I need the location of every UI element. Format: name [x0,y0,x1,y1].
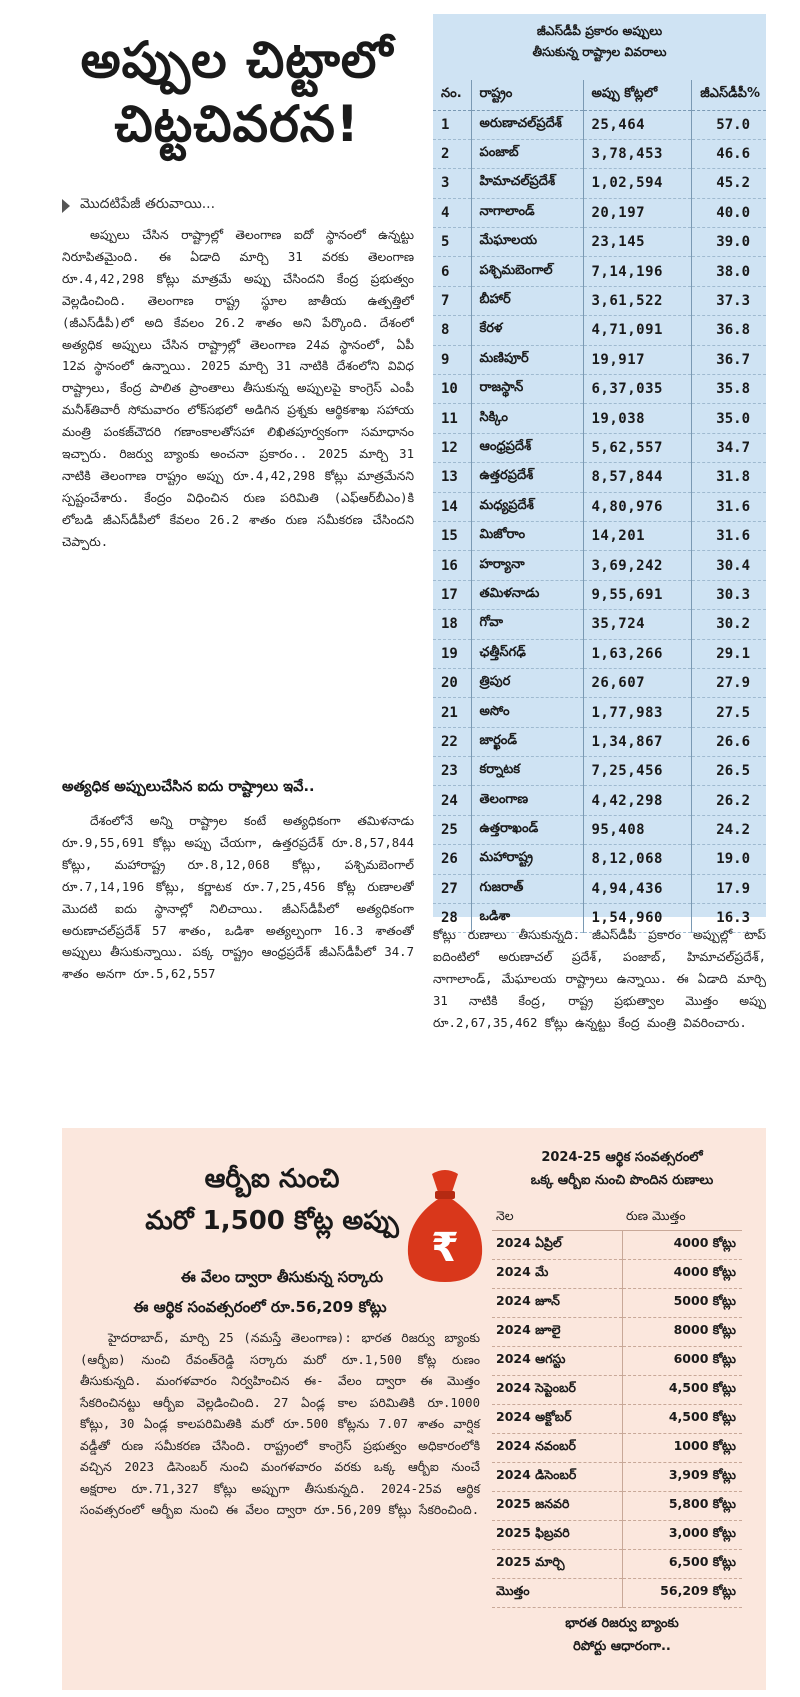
loan-source-line-2: రిపోర్టు ఆధారంగా.. [573,1639,671,1654]
state-row-debt: 9,55,691 [583,580,691,609]
table-row [492,1375,742,1404]
state-row-gsdp: 24.2 [691,815,766,844]
states-table-title-line-1: జీఎస్‌డీపీ ప్రకారం అప్పులు [536,24,663,38]
state-row-gsdp: 57.0 [691,110,766,139]
state-row-gsdp: 30.4 [691,551,766,580]
loan-row-amount: 56,209 కోట్లు [622,1578,742,1607]
table-row [492,1491,742,1520]
loan-row-amount: 3,000 కోట్లు [622,1520,742,1549]
state-row-gsdp: 39.0 [691,228,766,257]
states-debt-table-box [433,14,766,927]
rbi-headline-line-1: ఆర్బీఐ నుంచి [204,1164,340,1194]
state-row-number: 5 [433,228,471,257]
table-row [433,139,766,168]
table-row [433,492,766,521]
table-row [433,286,766,315]
state-row-number: 25 [433,815,471,844]
state-row-name: హిమాచల్‌ప్రదేశ్ [471,169,583,198]
state-row-number: 6 [433,257,471,286]
loan-row-month: 2024 నవంబర్ [492,1433,622,1462]
state-row-number: 12 [433,433,471,462]
state-row-debt: 25,464 [583,110,691,139]
state-row-gsdp: 26.5 [691,757,766,786]
loan-row-amount: 1000 కోట్లు [622,1433,742,1462]
rbi-loans-table [492,1206,742,1608]
state-row-number: 8 [433,316,471,345]
loan-row-month: 2024 సెప్టెంబర్ [492,1375,622,1404]
state-row-gsdp: 31.8 [691,463,766,492]
loan-row-amount: 4,500 కోట్లు [622,1404,742,1433]
state-row-gsdp: 30.2 [691,610,766,639]
rbi-subtitle-1: ఈ వేలం ద్వారా తీసుకున్న సర్కారు [180,1268,384,1286]
loan-row-month: 2024 మే [492,1259,622,1288]
header-no: నం. [433,80,471,110]
loan-table-source [492,1612,752,1658]
loan-table-title-line-2: ఒక్క ఆర్బీఐ నుంచి పొందిన రుణాలు [530,1173,714,1188]
state-row-number: 3 [433,169,471,198]
loan-table-title [492,1146,752,1192]
article-left-column [62,196,414,1111]
state-row-name: మహారాష్ట్ర [471,845,583,874]
header-state: రాష్ట్రం [471,80,583,110]
state-row-name: రాజస్థాన్ [471,375,583,404]
state-row-gsdp: 45.2 [691,169,766,198]
state-row-number: 10 [433,375,471,404]
table-row [433,698,766,727]
state-row-number: 14 [433,492,471,521]
rbi-headline-line-2: మరో 1,500 కోట్ల అప్పు [145,1206,399,1236]
state-row-number: 18 [433,610,471,639]
state-row-gsdp: 31.6 [691,521,766,550]
state-row-gsdp: 29.1 [691,639,766,668]
loan-row-amount: 6,500 కోట్లు [622,1549,742,1578]
state-row-gsdp: 46.6 [691,139,766,168]
table-row [492,1288,742,1317]
table-row [492,1433,742,1462]
table-row [492,1346,742,1375]
state-row-gsdp: 36.7 [691,345,766,374]
table-row [433,433,766,462]
state-row-gsdp: 35.8 [691,375,766,404]
state-row-name: పశ్చిమబెంగాల్ [471,257,583,286]
state-row-gsdp: 38.0 [691,257,766,286]
loan-row-month: 2024 ఆగస్టు [492,1346,622,1375]
state-row-debt: 5,62,557 [583,433,691,462]
state-row-debt: 23,145 [583,228,691,257]
state-row-name: గుజరాత్ [471,874,583,903]
loan-row-month: 2024 అక్టోబర్ [492,1404,622,1433]
state-row-debt: 3,61,522 [583,286,691,315]
rbi-article-body: హైదరాబాద్, మార్చి 25 (నమస్తే తెలంగాణ): భారత రిజర్వు బ్యాంకు (ఆర్బీఐ) నుంచి రేవంత్‌రెడ్డి సర్కారు మరో రూ.1,500 కోట్ల రుణం తీసుకున్నది. మంగళవారం నిర్వహించిన ఈ- వేలం ద్వారా ఈ మొత్తం సేకరించినట్టు ఆర్బీఐ వెల్లడించింది. 27 ఏండ్ల కాల పరిమితికి రూ.1000 కోట్లు, 30 ఏండ్ల కాలపరిమితికి మరో రూ.500 కోట్లను 7.07 శాతం వార్షిక వడ్డీతో రుణ సమీకరణ చేసింది. రాష్ట్రంలో కాంగ్రెస్ ప్రభుత్వం అధికారంలోకి వచ్చిన 2023 డిసెంబర్ నుంచి మంగళవారం వరకు ఒక్క ఆర్బీఐ నుంచే అక్షరాల రూ.71,327 కోట్లు అప్పుగా తీసుకున్నది. 2024-25వ ఆర్థిక సంవత్సరంలో ఆర్బీఐ నుంచి ఈ వేలం ద్వారా రూ.56,209 కోట్లు సేకరించింది. [80,1331,480,1517]
state-row-gsdp: 31.6 [691,492,766,521]
table-row [492,1520,742,1549]
headline-line-2: చిట్టచివరన! [114,95,360,153]
headline-line-1: అప్పుల చిట్టాలో [80,31,394,89]
loan-row-amount: 4,500 కోట్లు [622,1375,742,1404]
continuation-kicker [62,196,414,215]
table-row [433,727,766,756]
state-row-number: 22 [433,727,471,756]
state-row-debt: 3,69,242 [583,551,691,580]
loan-row-amount: 4000 కోట్లు [622,1230,742,1259]
loan-row-month: 2024 ఏప్రిల్ [492,1230,622,1259]
header-debt: అప్పు కోట్లలో [583,80,691,110]
state-row-debt: 3,78,453 [583,139,691,168]
state-row-number: 15 [433,521,471,550]
states-table-title [433,14,766,80]
state-row-number: 27 [433,874,471,903]
state-row-name: ఆంధ్రప్రదేశ్ [471,433,583,462]
state-row-name: ఉత్తరప్రదేశ్ [471,463,583,492]
state-row-name: మేఘాలయ [471,228,583,257]
table-row [492,1259,742,1288]
table-row [492,1404,742,1433]
loan-table-title-line-1: 2024-25 ఆర్థిక సంవత్సరంలో [541,1150,703,1165]
state-row-debt: 4,80,976 [583,492,691,521]
state-row-name: మిజోరాం [471,521,583,550]
state-row-name: గోవా [471,610,583,639]
table-row [433,551,766,580]
loan-header-amount: రుణ మొత్తం [622,1206,742,1230]
loan-row-month: 2024 డిసెంబర్ [492,1462,622,1491]
state-row-debt: 1,34,867 [583,727,691,756]
state-row-debt: 14,201 [583,521,691,550]
state-row-debt: 8,12,068 [583,845,691,874]
table-row [433,815,766,844]
table-row [433,757,766,786]
state-row-number: 7 [433,286,471,315]
loan-row-month: 2025 మార్చి [492,1549,622,1578]
state-row-debt: 4,94,436 [583,874,691,903]
loan-row-amount: 3,909 కోట్లు [622,1462,742,1491]
state-row-name: తెలంగాణ [471,786,583,815]
state-row-debt: 35,724 [583,610,691,639]
state-row-debt: 7,14,196 [583,257,691,286]
state-row-name: మణిపూర్ [471,345,583,374]
article-subheading: అత్యధిక అప్పులుచేసిన ఐదు రాష్ట్రాలు ఇవే.. [62,779,315,795]
loan-row-month: 2024 జూలై [492,1317,622,1346]
rbi-headline [102,1158,442,1242]
table-row [433,198,766,227]
loan-row-month: మొత్తం [492,1578,622,1607]
state-row-gsdp: 35.0 [691,404,766,433]
state-row-debt: 20,197 [583,198,691,227]
state-row-number: 20 [433,668,471,697]
state-row-number: 13 [433,463,471,492]
state-row-gsdp: 26.6 [691,727,766,756]
loan-row-month: 2025 ఫిబ్రవరి [492,1520,622,1549]
state-row-debt: 1,77,983 [583,698,691,727]
article-paragraph-3: కోట్లు రుణాలు తీసుకున్నది. జీఎస్‌డీపీ ప్రకారం అప్పుల్లో టాప్ ఐదింటిలో అరుణాచల్ ప్రదేశ్, పంజాబ్, హిమాచల్‌ప్రదేశ్, నాగాలాండ్, మేఘాలయ రాష్ట్రాలు ఉన్నాయి. ఈ ఏడాది మార్చి 31 నాటికి కేంద్ర, రాష్ట్ర ప్రభుత్వాల మొత్తం అప్పు రూ.2,67,35,462 కోట్లు ఉన్నట్టు కేంద్ర మంత్రి వివరించారు. [433,928,766,1030]
state-row-number: 28 [433,904,471,933]
state-row-name: జార్ఖండ్ [471,727,583,756]
state-row-number: 2 [433,139,471,168]
state-row-name: అరుణాచల్‌ప్రదేశ్ [471,110,583,139]
loan-header-row [492,1206,742,1230]
loan-row-amount: 8000 కోట్లు [622,1317,742,1346]
state-row-name: అసోం [471,698,583,727]
article-right-continuation [433,925,766,1035]
table-row [433,668,766,697]
table-row [492,1549,742,1578]
table-row [492,1462,742,1491]
state-row-name: కర్నాటక [471,757,583,786]
state-row-name: ఒడిశా [471,904,583,933]
state-row-gsdp: 16.3 [691,904,766,933]
state-row-name: ఛత్తీస్‌గఢ్ [471,639,583,668]
state-row-number: 9 [433,345,471,374]
state-row-name: బీహార్ [471,286,583,315]
table-row [433,521,766,550]
state-row-name: పంజాబ్ [471,139,583,168]
state-row-debt: 1,63,266 [583,639,691,668]
loan-row-amount: 4000 కోట్లు [622,1259,742,1288]
state-row-number: 19 [433,639,471,668]
article-paragraph-1: అప్పులు చేసిన రాష్ట్రాల్లో తెలంగాణ ఐదో స్థానంలో ఉన్నట్టు నిరూపితమైంది. ఈ ఏడాది మార్చి 31 వరకు తెలంగాణ రూ.4,42,298 కోట్లు మాత్రమే అప్పు చేసిందని కేంద్ర ప్రభుత్వం వెల్లడించింది. తెలంగాణ రాష్ట్ర స్థూల జాతీయ ఉత్పత్తిలో (జీఎస్‌డీపీ)లో అది కేవలం 26.2 శాతం అని పేర్కొంది. దేశంలో అత్యధిక అప్పులు చేసిన రాష్ట్రాల్లో తెలంగాణ 24వ స్థానంలో, ఏపీ 12వ స్థానంలో ఉన్నాయి. 2025 మార్చి 31 నాటికి దేశంలోని వివిధ రాష్ట్రాలు, కేంద్ర పాలిత ప్రాంతాలు తీసుకున్న అప్పులపై కాంగ్రెస్ ఎంపీ మనీశ్‌తివారీ సోమవారం లోక్‌సభలో అడిగిన ప్రశ్నకు ఆర్థికశాఖ సహాయ మంత్రి పంకజ్‌చౌదరి గణాంకాలతోసహా లిఖితపూర్వకంగా సమాధానం ఇచ్చారు. రిజర్వు బ్యాంకు అంచనా ప్రకారం.. 2025 మార్చి 31 నాటికి తెలంగాణ రాష్ట్రం అప్పు రూ.4,42,298 కోట్లు మాత్రమేనని స్పష్టంచేశారు. కేంద్రం విధించిన రుణ పరిమితి (ఎఫ్‌ఆర్‌బీఎం)కి లోబడి జీఎస్‌డీపీలో కేవలం 26.2 శాతం రుణ సమీకరణ చేసిందని చెప్పారు. [62,228,414,549]
states-debt-table [433,80,766,933]
table-header-row [433,80,766,110]
state-row-number: 24 [433,786,471,815]
table-row [433,375,766,404]
rbi-loan-box [62,1128,766,1690]
loan-row-amount: 5000 కోట్లు [622,1288,742,1317]
state-row-number: 23 [433,757,471,786]
state-row-gsdp: 34.7 [691,433,766,462]
state-row-name: సిక్కిం [471,404,583,433]
state-row-debt: 7,25,456 [583,757,691,786]
state-row-debt: 6,37,035 [583,375,691,404]
state-row-debt: 8,57,844 [583,463,691,492]
state-row-number: 4 [433,198,471,227]
state-row-gsdp: 37.3 [691,286,766,315]
loan-header-month: నెల [492,1206,622,1230]
state-row-number: 11 [433,404,471,433]
state-row-debt: 19,917 [583,345,691,374]
loan-source-line-1: భారత రిజర్వు బ్యాంకు [565,1616,679,1631]
state-row-gsdp: 26.2 [691,786,766,815]
table-row [433,345,766,374]
table-row [433,169,766,198]
table-row [492,1230,742,1259]
header-gsdp: జీఎస్‌డీపీ% [691,80,766,110]
state-row-name: నాగాలాండ్ [471,198,583,227]
state-row-debt: 26,607 [583,668,691,697]
loan-row-amount: 6000 కోట్లు [622,1346,742,1375]
state-row-number: 17 [433,580,471,609]
state-row-debt: 4,71,091 [583,316,691,345]
rbi-subtitle-2: ఈ ఆర్థిక సంవత్సరంలో రూ.56,209 కోట్లు [133,1298,387,1316]
rbi-article [80,1328,480,1522]
state-row-debt: 1,54,960 [583,904,691,933]
table-row [433,874,766,903]
article-paragraph-2: దేశంలోనే అన్ని రాష్ట్రాల కంటే అత్యధికంగా తమిళనాడు రూ.9,55,691 కోట్లు అప్పు చేయగా, ఉత్తరప్రదేశ్ రూ.8,57,844 కోట్లు, మహారాష్ట్ర రూ.8,12,068 కోట్లు, పశ్చిమబెంగాల్ రూ.7,14,196 కోట్లు, కర్ణాటక రూ.7,25,456 కోట్ల రుణాలతో మొదటి ఐదు స్థానాల్లో నిలిచాయి. జీఎస్‌డీపీలో అత్యధికంగా అరుణాచల్‌ప్రదేశ్ 57 శాతం, ఒడిశా అత్యల్పంగా 16.3 శాతంతో అప్పులు తీసుకున్నాయి. పక్క రాష్ట్రం ఆంధ్రప్రదేశ్ జీఎస్‌డీపీలో 34.7 శాతం అనగా రూ.5,62,557 [62,814,414,982]
state-row-number: 1 [433,110,471,139]
table-row [433,463,766,492]
state-row-name: త్రిపుర [471,668,583,697]
kicker-text: మొదటిపేజీ తరువాయి... [80,196,216,212]
loan-row-amount: 5,800 కోట్లు [622,1491,742,1520]
state-row-number: 16 [433,551,471,580]
table-row [433,228,766,257]
state-row-name: మధ్యప్రదేశ్ [471,492,583,521]
table-row [433,639,766,668]
state-row-gsdp: 27.9 [691,668,766,697]
state-row-debt: 19,038 [583,404,691,433]
state-row-gsdp: 30.3 [691,580,766,609]
state-row-number: 21 [433,698,471,727]
states-table-title-line-2: తీసుకున్న రాష్ట్రాల వివరాలు [532,45,667,59]
headline [62,28,412,156]
arrow-right-icon [62,199,70,213]
state-row-gsdp: 17.9 [691,874,766,903]
table-row [433,786,766,815]
state-row-name: కేరళ [471,316,583,345]
rupee-symbol: ₹ [431,1225,459,1271]
state-row-name: హర్యానా [471,551,583,580]
table-row [433,257,766,286]
state-row-gsdp: 36.8 [691,316,766,345]
loan-row-month: 2024 జూన్ [492,1288,622,1317]
table-row [433,316,766,345]
state-row-gsdp: 40.0 [691,198,766,227]
table-row [433,845,766,874]
state-row-debt: 1,02,594 [583,169,691,198]
table-row [433,580,766,609]
table-row [433,110,766,139]
loan-row-month: 2025 జనవరి [492,1491,622,1520]
table-row [492,1317,742,1346]
state-row-gsdp: 27.5 [691,698,766,727]
state-row-debt: 95,408 [583,815,691,844]
state-row-name: తమిళనాడు [471,580,583,609]
table-row [433,404,766,433]
table-row [433,610,766,639]
state-row-name: ఉత్తరాఖండ్ [471,815,583,844]
state-row-gsdp: 19.0 [691,845,766,874]
state-row-debt: 4,42,298 [583,786,691,815]
state-row-number: 26 [433,845,471,874]
table-row [492,1578,742,1607]
